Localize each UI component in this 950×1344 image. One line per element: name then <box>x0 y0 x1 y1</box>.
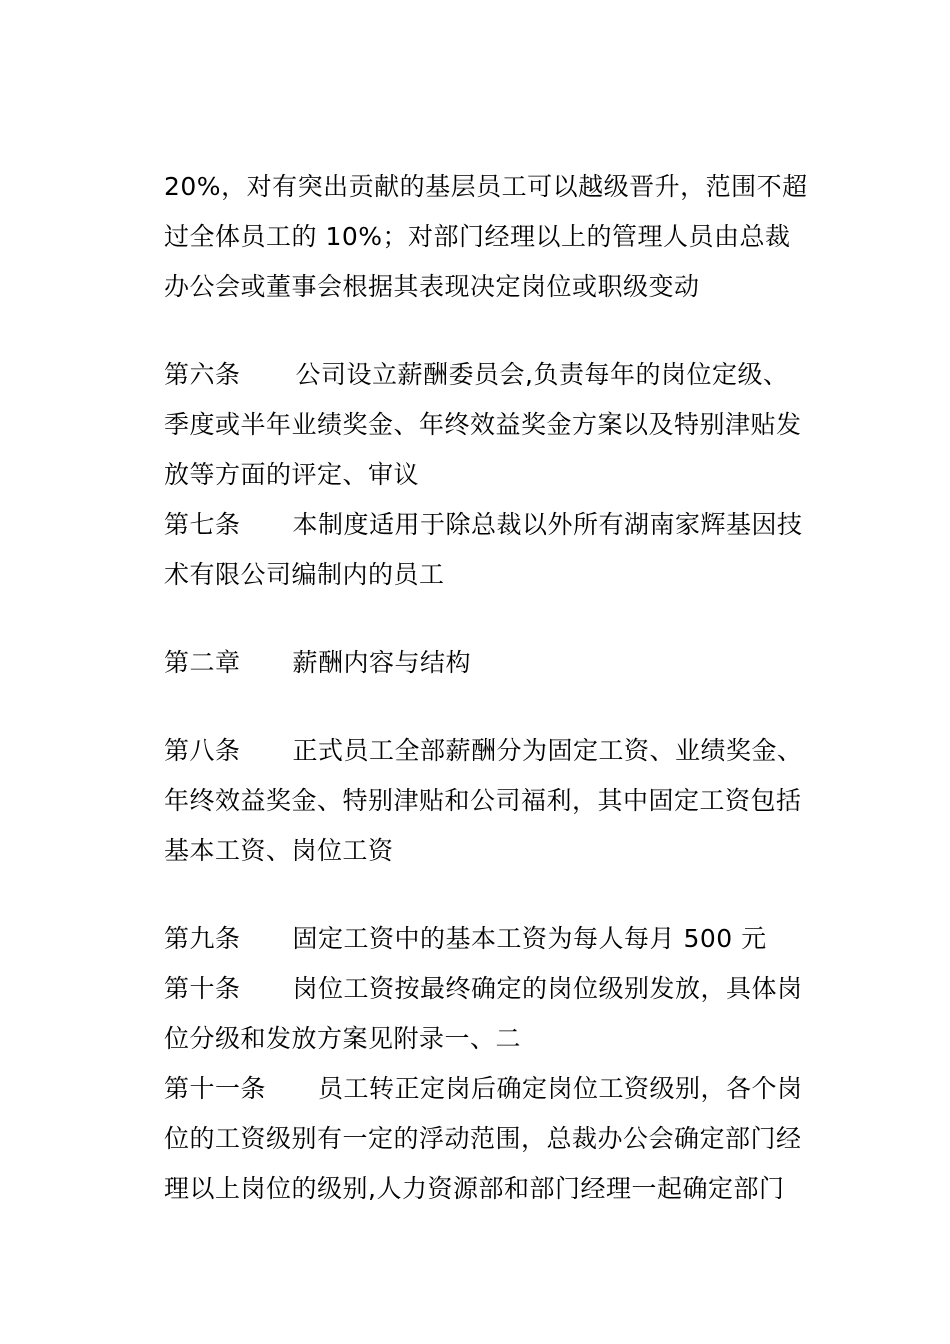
article-6-heading-line <box>164 350 814 400</box>
text-line: 术有限公司编制内的员工 <box>164 560 445 589</box>
article-11-heading-line <box>164 1064 814 1114</box>
text-line: 理以上岗位的级别,人力资源部和部门经理一起确定部门 <box>164 1174 785 1203</box>
article-text: 固定工资中的基本工资为每人每月 500 元 <box>292 924 767 953</box>
article-text: 正式员工全部薪酬分为固定工资、业绩奖金、 <box>292 736 803 765</box>
article-8-heading-line <box>164 726 814 776</box>
text-line: 年终效益奖金、特别津贴和公司福利，其中固定工资包括 <box>164 786 802 815</box>
text-line: 位分级和发放方案见附录一、二 <box>164 1024 522 1053</box>
article-text: 岗位工资按最终确定的岗位级别发放，具体岗 <box>292 974 803 1003</box>
article-label: 第六条 <box>164 360 241 389</box>
chapter-title: 薪酬内容与结构 <box>292 648 472 677</box>
text-line: 基本工资、岗位工资 <box>164 836 394 865</box>
article-text: 本制度适用于除总裁以外所有湖南家辉基因技 <box>292 510 803 539</box>
article-label: 第十一条 <box>164 1074 267 1103</box>
article-7-heading-line <box>164 500 814 550</box>
text-line: 位的工资级别有一定的浮动范围，总裁办公会确定部门经 <box>164 1124 802 1153</box>
article-label: 第八条 <box>164 736 241 765</box>
chapter-label: 第二章 <box>164 648 241 677</box>
article-label: 第十条 <box>164 974 241 1003</box>
article-10-heading-line <box>164 964 814 1014</box>
article-text: 公司设立薪酬委员会,负责每年的岗位定级、 <box>295 360 789 389</box>
text-line: 过全体员工的 10%；对部门经理以上的管理人员由总裁 <box>164 222 791 251</box>
text-line: 20%，对有突出贡献的基层员工可以越级晋升，范围不超 <box>164 172 808 201</box>
text-line: 办公会或董事会根据其表现决定岗位或职级变动 <box>164 272 700 301</box>
article-text: 员工转正定岗后确定岗位工资级别，各个岗 <box>318 1074 803 1103</box>
article-label: 第九条 <box>164 924 241 953</box>
document-body <box>164 162 814 1214</box>
text-line: 放等方面的评定、审议 <box>164 460 420 489</box>
chapter-heading <box>164 638 814 688</box>
text-line: 季度或半年业绩奖金、年终效益奖金方案以及特别津贴发 <box>164 410 802 439</box>
article-9-heading-line <box>164 914 814 964</box>
article-label: 第七条 <box>164 510 241 539</box>
